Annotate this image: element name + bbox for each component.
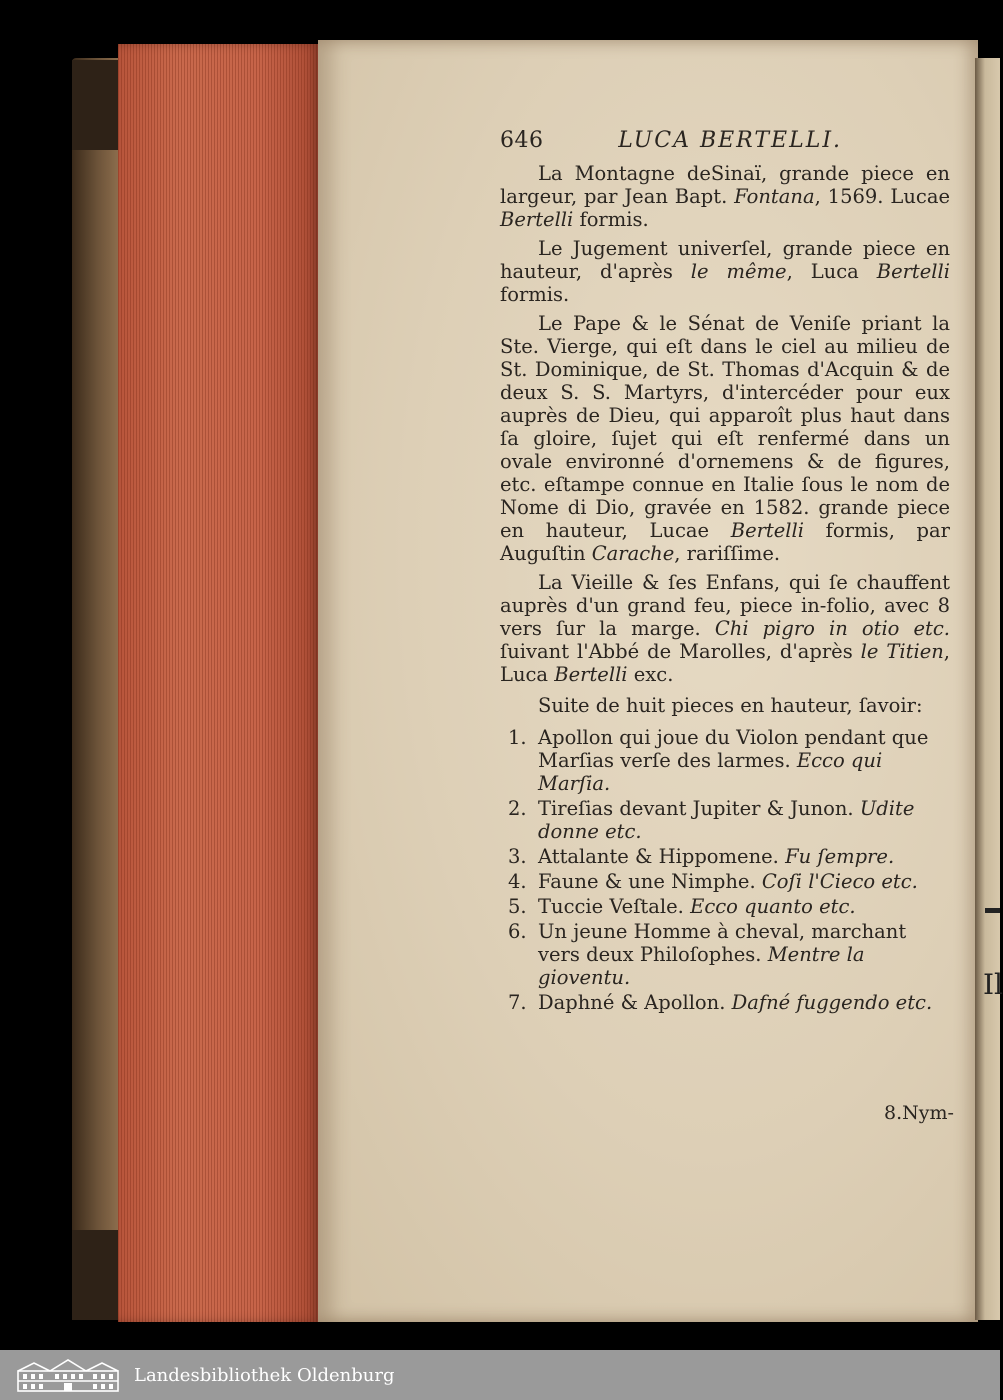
series-list: [500, 726, 950, 1014]
text-segment: formis.: [500, 283, 570, 306]
entry-paragraph: [500, 237, 950, 306]
item-text: Apollon qui joue du Violon pendant que Marſias verſe des larmes.: [538, 726, 929, 772]
text-segment: exc.: [627, 663, 674, 686]
text-segment: Le Jugement univerſel, grande piece en hauteur, d'après: [500, 237, 950, 283]
page-edges: [118, 44, 320, 1322]
item-number: 7.: [508, 991, 527, 1014]
text-segment: Le Pape & le Sénat de Veniſe priant la Ste. Vierge, qui eſt dans le ciel au milieu de St. Dominique, de St. Thomas d'Acquin & de deux S. S. Martyrs, d'intercéder pour eux auprès de Dieu, qui apparoît plus haut dans ſa gloire, ſujet qui eſt renfermé dans un ovale environné d'ornemens & de figures, etc. eſtampe connue en Italie ſous le nom de Nome di Dio, gravée en 1582. grande piece en hauteur, Lucae: [500, 312, 950, 542]
text-segment: La Vieille & ſes Enfans, qui ſe chauffent auprès d'un grand feu, piece in-folio, avec 8 vers ſur la marge.: [500, 571, 950, 640]
library-building-icon: [14, 1357, 122, 1393]
italic-segment: le Titien: [860, 640, 944, 663]
italic-segment: Bertelli: [730, 519, 805, 542]
item-number: 3.: [508, 845, 527, 868]
italic-segment: Chi pigro in otio etc.: [714, 617, 950, 640]
list-item: [500, 845, 950, 868]
item-number: 2.: [508, 797, 527, 820]
footer-bar: [0, 1350, 1000, 1400]
item-text: Faune & une Nimphe.: [538, 870, 762, 893]
item-number: 1.: [508, 726, 527, 749]
entry-paragraph: [500, 571, 950, 686]
item-incipit: Fu ſempre.: [785, 845, 895, 868]
text-segment: formis.: [573, 208, 649, 231]
item-incipit: Dafné fuggendo etc.: [731, 991, 933, 1014]
page-text: [500, 128, 950, 1016]
item-number: 4.: [508, 870, 527, 893]
text-segment: , rariſſime.: [674, 542, 781, 565]
entries: [500, 162, 950, 686]
text-segment: , Luca: [786, 260, 877, 283]
item-incipit: Ecco qui Marſia.: [538, 749, 883, 795]
facing-page-glyph: Il: [983, 968, 1003, 1001]
italic-segment: Carache: [591, 542, 675, 565]
item-text: Tuccie Veſtale.: [538, 895, 691, 918]
item-text: Daphné & Apollon.: [538, 991, 732, 1014]
library-name: Landesbibliothek Oldenburg: [134, 1364, 395, 1386]
running-header: [500, 128, 950, 162]
list-item: [500, 797, 950, 843]
series-intro: Suite de huit pieces en hauteur, ſavoir:: [538, 694, 923, 717]
list-item: [500, 726, 950, 795]
italic-segment: Bertelli: [554, 663, 628, 686]
entry-paragraph: [500, 312, 950, 565]
list-item: [500, 920, 950, 989]
text-segment: La Montagne deSinaï, grande piece en largeur, par Jean Bapt.: [500, 162, 950, 208]
italic-segment: Bertelli: [876, 260, 951, 283]
page-number: 646: [500, 128, 544, 153]
running-title: LUCA BERTELLI.: [618, 128, 842, 153]
text-segment: ſuivant l'Abbé de Marolles, d'après: [500, 640, 861, 663]
item-incipit: Coſi l'Cieco etc.: [761, 870, 918, 893]
catchword: 8.Nym-: [884, 1102, 954, 1124]
item-number: 5.: [508, 895, 527, 918]
item-text: Attalante & Hippomene.: [538, 845, 786, 868]
item-incipit: Mentre la gioventu.: [538, 943, 865, 989]
text-segment: formis, par Auguſtin: [500, 519, 950, 565]
italic-segment: le même: [690, 260, 787, 283]
item-text: Un jeune Homme à cheval, marchant vers deux Philoſophes.: [538, 920, 907, 966]
item-text: Tireſias devant Jupiter & Junon.: [538, 797, 860, 820]
text-segment: , Luca: [500, 640, 950, 686]
italic-segment: Fontana: [734, 185, 815, 208]
list-item: [500, 991, 950, 1014]
italic-segment: Bertelli: [500, 208, 574, 231]
item-number: 6.: [508, 920, 527, 943]
entry-paragraph: [500, 162, 950, 231]
item-incipit: Udite donne etc.: [538, 797, 915, 843]
facing-page-edge: [975, 58, 1000, 1320]
item-incipit: Ecco quanto etc.: [690, 895, 856, 918]
list-item: [500, 895, 950, 918]
facing-page-mark: [985, 908, 1000, 913]
text-segment: , 1569. Lucae: [814, 185, 950, 208]
list-item: [500, 870, 950, 893]
